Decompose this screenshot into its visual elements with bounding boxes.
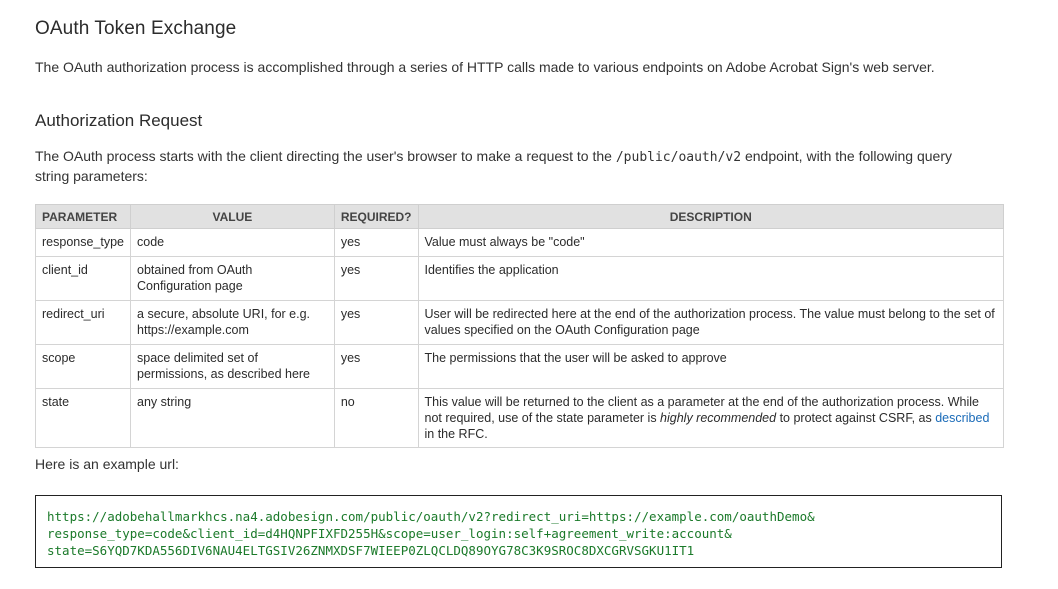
cell-parameter: response_type	[36, 229, 131, 257]
code-line: https://adobehallmarkhcs.na4.adobesign.com/public/oauth/v2?redirect_uri=https://example.com/oauthDemo&	[47, 509, 815, 524]
cell-required: no	[334, 389, 418, 448]
cell-required: yes	[334, 229, 418, 257]
column-header-required: REQUIRED?	[334, 205, 418, 229]
column-header-value: VALUE	[131, 205, 335, 229]
table-row	[36, 301, 1004, 345]
table-row	[36, 345, 1004, 389]
description-text: in the RFC.	[424, 427, 488, 441]
description-text: to protect against CSRF, as	[776, 411, 936, 425]
cell-description: Identifies the application	[418, 257, 1004, 301]
cell-parameter: state	[36, 389, 131, 448]
code-line: state=S6YQD7KDA556DIV6NAU4ELTGSIV26ZNMXDSF7WIEEP0ZLQCLDQ89OYG78C3K9SROC8DXCGRVSGKU1IT1	[47, 543, 695, 558]
parameters-table	[35, 204, 1004, 448]
cell-value: space delimited set of permissions, as described here	[131, 345, 335, 389]
cell-parameter: client_id	[36, 257, 131, 301]
cell-value: any string	[131, 389, 335, 448]
table-row	[36, 257, 1004, 301]
cell-value: a secure, absolute URI, for e.g. https://example.com	[131, 301, 335, 345]
column-header-description: DESCRIPTION	[418, 205, 1004, 229]
request-paragraph	[35, 147, 975, 185]
page-title: OAuth Token Exchange	[35, 18, 237, 39]
description-text: This value will be returned to the client as a parameter at the end of the authorization process. While not required, use of the state parameter is	[424, 395, 979, 425]
cell-required: yes	[334, 257, 418, 301]
cell-description: User will be redirected here at the end of the authorization process. The value must belong to the set of values specified on the OAuth Configuration page	[418, 301, 1004, 345]
cell-value: obtained from OAuth Configuration page	[131, 257, 335, 301]
endpoint-code: /public/oauth/v2	[615, 150, 742, 165]
cell-description: Value must always be "code"	[418, 229, 1004, 257]
table-row	[36, 229, 1004, 257]
example-label: Here is an example url:	[35, 456, 179, 472]
cell-parameter: scope	[36, 345, 131, 389]
section-title: Authorization Request	[35, 111, 203, 130]
request-text-after: endpoint, with the following query string parameters:	[35, 148, 952, 184]
cell-required: yes	[334, 345, 418, 389]
intro-paragraph: The OAuth authorization process is accomplished through a series of HTTP calls made to various endpoints on Adobe Acrobat Sign's web server.	[35, 59, 935, 75]
table-header-row	[36, 205, 1004, 229]
cell-description: The permissions that the user will be asked to approve	[418, 345, 1004, 389]
table-row	[36, 389, 1004, 448]
described-link[interactable]: described	[935, 411, 990, 425]
column-header-parameter: PARAMETER	[36, 205, 131, 229]
cell-parameter: redirect_uri	[36, 301, 131, 345]
cell-required: yes	[334, 301, 418, 345]
request-text-before: The OAuth process starts with the client directing the user's browser to make a request to the	[35, 148, 616, 164]
code-line: response_type=code&client_id=d4HQNPFIXFD255H&scope=user_login:self+agreement_write:account&	[47, 526, 732, 541]
example-url-codebox	[35, 495, 1002, 568]
cell-value: code	[131, 229, 335, 257]
description-emphasis: highly recommended	[660, 411, 777, 425]
cell-description	[418, 389, 1004, 448]
